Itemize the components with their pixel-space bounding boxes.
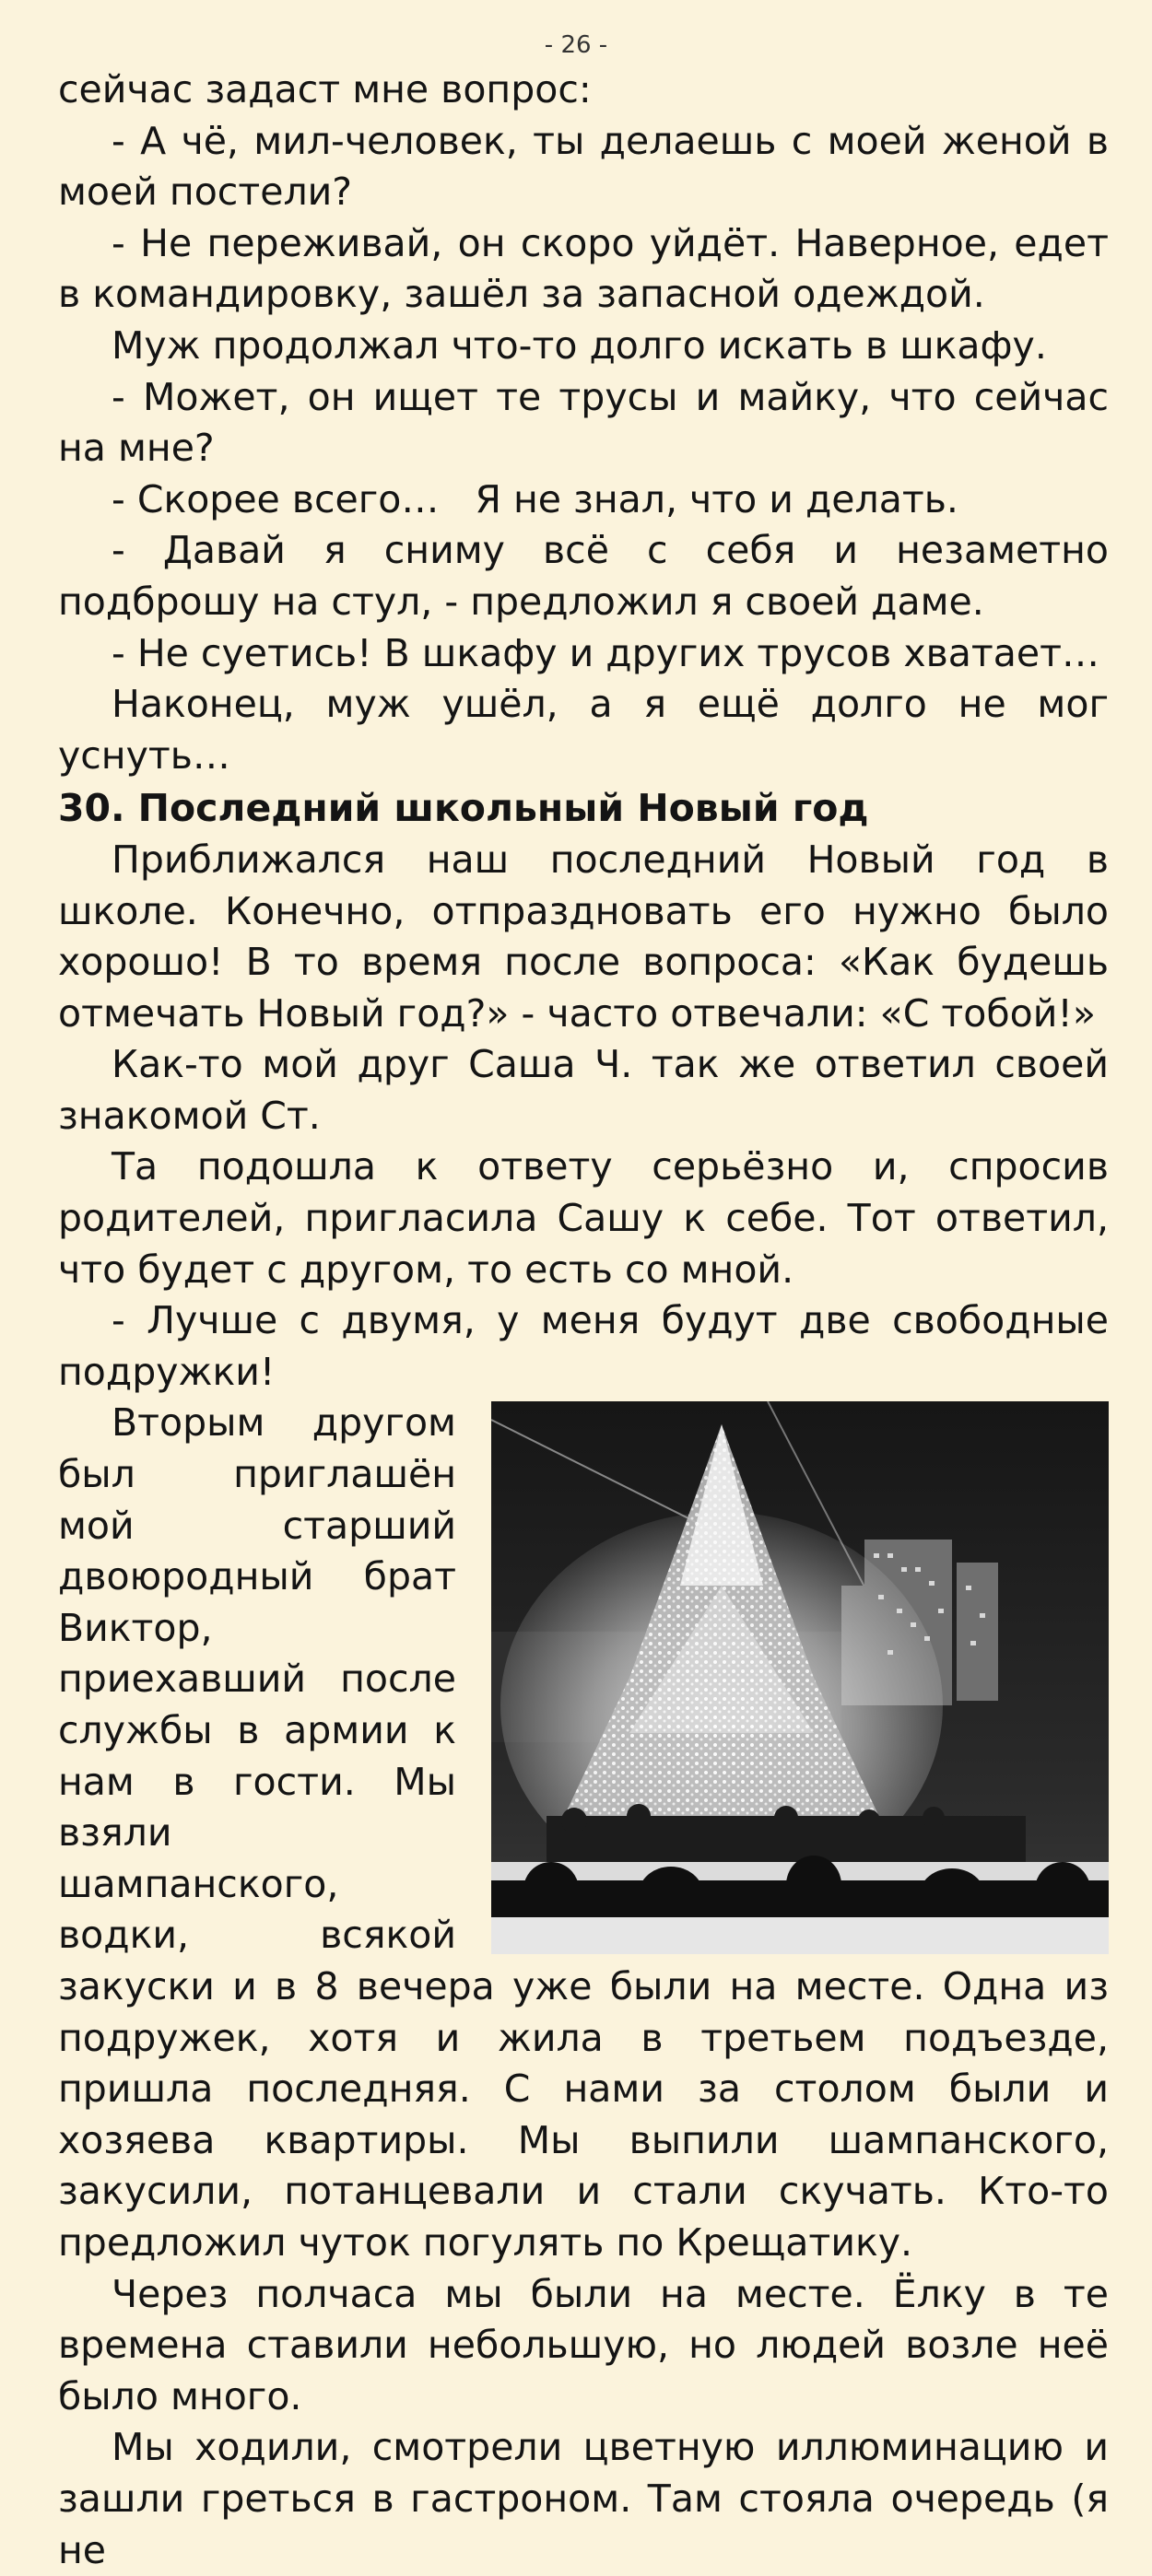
paragraph: Как-то мой друг Саша Ч. так же ответил своей знакомой Ст. [58,1042,1109,1138]
section-heading [58,783,1109,835]
paragraph: - Не переживай, он скоро уйдёт. Наверное, едет в командировку, зашёл за запасной одеждой. [58,220,1109,317]
christmas-tree-photo [491,1401,1109,1954]
body-text [58,64,1109,2576]
paragraph: - Скорее всего… Я не знал, что и делать. [112,476,958,521]
paragraph: Наконец, муж ушёл, а я ещё долго не мог уснуть… [58,682,1109,778]
paragraph: - Может, он ищет те трусы и майку, что сейчас на мне? [58,374,1109,471]
paragraph: Через полчаса мы были на месте. Ёлку в те времена ставили небольшую, но людей возле неё было много. [58,2271,1109,2418]
paragraph: сейчас задаст мне вопрос: [58,67,592,111]
section-number: 30. [58,786,125,831]
paragraph: - Не суетись! В шкафу и других трусов хватает… [112,630,1100,675]
paragraph: Мы ходили, смотрели цветную иллюминацию и зашли греться в гастроном. Там стояла очередь (я не [58,2425,1109,2572]
paragraph: - Лучше с двумя, у меня будут две свободные подружки! [58,1298,1109,1394]
paragraph: Та подошла к ответу серьёзно и, спросив родителей, пригласила Сашу к себе. Тот ответил, что будет с другом, то есть со мной. [58,1144,1109,1292]
page-number: - 26 - [544,31,608,59]
paragraph: Муж продолжал что-то долго искать в шкафу. [112,322,1047,368]
paragraph: - Давай я сниму всё с себя и незаметно подброшу на стул, - предложил я своей даме. [58,528,1109,624]
paragraph: Вторым другом был приглашён мой старший двоюродный брат Виктор, приехавший после службы в армии к нам в гости. Мы взяли шампанского, водки, всякой закуски и в 8 вечера уже были на месте. Одна из подружек, хотя и жила в третьем подъезде, пришла последняя. С нами за столом были и хозяева квартиры. Мы выпили шампанского, закусили, потанцевали и стали скучать. Кто-то предложил чуток погулять по Крещатику. [58,1400,1109,2265]
section-title: Последний школьный Новый год [137,786,869,831]
paragraph: - А чё, мил-человек, ты делаешь с моей женой в моей постели? [58,118,1109,215]
paragraph: Приближался наш последний Новый год в школе. Конечно, отпраздновать его нужно было хорошо! В то время после вопроса: «Как будешь отмечать Новый год?» - часто отвечали: «С тобой!» [58,837,1109,1036]
